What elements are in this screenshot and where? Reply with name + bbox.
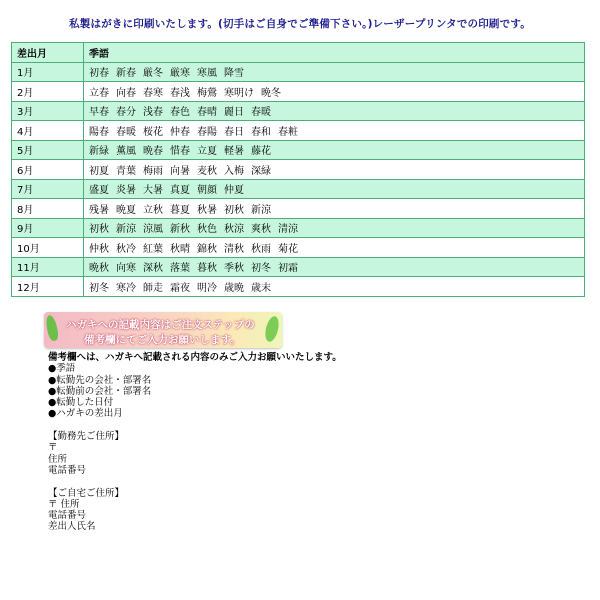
season-word: 清秋 xyxy=(224,243,244,255)
season-word: 春晴 xyxy=(197,107,217,119)
season-word: 向暑 xyxy=(170,165,190,177)
season-word: 初冬 xyxy=(251,263,271,275)
season-word: 陽春 xyxy=(89,126,109,138)
season-word: 残暑 xyxy=(89,204,109,216)
table-row xyxy=(12,257,585,277)
season-word: 歳末 xyxy=(251,282,271,294)
table-row xyxy=(12,101,585,121)
season-word: 秋暑 xyxy=(197,204,217,216)
season-word: 初秋 xyxy=(224,204,244,216)
leaf-icon xyxy=(44,314,59,342)
season-word: 錦秋 xyxy=(197,243,217,255)
season-word: 青葉 xyxy=(116,165,136,177)
season-word: 大暑 xyxy=(143,185,163,197)
season-word: 秋涼 xyxy=(224,224,244,236)
season-word: 秋色 xyxy=(197,224,217,236)
season-word: 春粧 xyxy=(278,126,298,138)
table-row xyxy=(12,179,585,199)
month-cell: 5月 xyxy=(12,140,84,160)
home-phone: 電話番号 xyxy=(48,510,87,522)
table-row xyxy=(12,218,585,238)
bullet-item: ●ハガキの差出月 xyxy=(48,408,123,420)
season-word: 初冬 xyxy=(89,282,109,294)
season-word: 落葉 xyxy=(170,263,190,275)
season-word: 降雪 xyxy=(224,68,244,80)
season-word: 梅鶯 xyxy=(197,87,217,99)
bullet-item: ●転勤先の会社・部署名 xyxy=(48,374,152,386)
table-row xyxy=(12,121,585,141)
season-word: 麦秋 xyxy=(197,165,217,177)
season-word: 晩春 xyxy=(143,146,163,158)
season-word: 新緑 xyxy=(89,146,109,158)
month-cell: 10月 xyxy=(12,238,84,258)
season-word: 季秋 xyxy=(224,263,244,275)
season-word: 初春 xyxy=(89,68,109,80)
season-word: 麗日 xyxy=(224,107,244,119)
instruction-banner xyxy=(44,312,282,348)
remarks-title: 備考欄へは、ハガキへ記載される内容のみご入力お願いいたします。 xyxy=(48,352,342,363)
season-words-table xyxy=(11,42,585,297)
season-word: 向春 xyxy=(116,87,136,99)
season-word: 春浅 xyxy=(170,87,190,99)
season-word: 清涼 xyxy=(278,224,298,236)
leaf-icon xyxy=(263,315,281,343)
season-word: 新秋 xyxy=(170,224,190,236)
season-words-cell xyxy=(84,277,585,297)
month-cell: 9月 xyxy=(12,218,84,238)
season-word: 梅雨 xyxy=(143,165,163,177)
work-postal: 〒 xyxy=(48,442,58,454)
season-words-cell xyxy=(84,238,585,258)
season-word: 師走 xyxy=(143,282,163,294)
season-word: 新涼 xyxy=(251,204,271,216)
season-word: 寒風 xyxy=(197,68,217,80)
season-word: 暮夏 xyxy=(170,204,190,216)
banner-line-1: ハガキへの記載内容はご注文ステップの xyxy=(66,319,255,331)
month-cell: 6月 xyxy=(12,160,84,180)
bullet-item: ●季語 xyxy=(48,363,76,375)
table-row xyxy=(12,277,585,297)
season-word: 晩冬 xyxy=(261,87,281,99)
season-word: 仲春 xyxy=(170,126,190,138)
season-word: 紅葉 xyxy=(143,243,163,255)
season-word: 初霜 xyxy=(278,263,298,275)
season-word: 仲夏 xyxy=(224,185,244,197)
season-word: 立夏 xyxy=(197,146,217,158)
table-body xyxy=(12,62,585,296)
month-cell: 11月 xyxy=(12,257,84,277)
month-cell: 1月 xyxy=(12,62,84,82)
season-word: 春陽 xyxy=(197,126,217,138)
table-row xyxy=(12,82,585,102)
season-word: 春色 xyxy=(170,107,190,119)
season-word: 明冷 xyxy=(197,282,217,294)
season-word: 秋晴 xyxy=(170,243,190,255)
season-word: 朝顔 xyxy=(197,185,217,197)
season-word: 爽秋 xyxy=(251,224,271,236)
header-season-words: 季語 xyxy=(84,43,585,63)
season-words-cell xyxy=(84,121,585,141)
table-header-row xyxy=(12,43,585,63)
season-word: 浅春 xyxy=(143,107,163,119)
banner-line-2: 備考欄にてご入力お願いします。 xyxy=(84,334,241,346)
season-word: 春暖 xyxy=(251,107,271,119)
season-words-cell xyxy=(84,140,585,160)
season-word: 春分 xyxy=(116,107,136,119)
table-row xyxy=(12,160,585,180)
sender-name: 差出人氏名 xyxy=(48,521,96,533)
table-row xyxy=(12,199,585,219)
season-word: 惜春 xyxy=(170,146,190,158)
season-word: 寒明け xyxy=(224,87,254,99)
month-cell: 4月 xyxy=(12,121,84,141)
remarks-info xyxy=(48,352,448,533)
season-word: 春寒 xyxy=(143,87,163,99)
season-word: 向寒 xyxy=(116,263,136,275)
season-words-cell xyxy=(84,62,585,82)
season-word: 新春 xyxy=(116,68,136,80)
season-word: 軽暑 xyxy=(224,146,244,158)
work-address: 住所 xyxy=(48,453,68,465)
season-word: 藤花 xyxy=(251,146,271,158)
season-word: 菊花 xyxy=(278,243,298,255)
home-postal-address: 〒 住所 xyxy=(48,498,80,510)
season-word: 桜花 xyxy=(143,126,163,138)
work-address-header: 【勤務先ご住所】 xyxy=(48,431,125,443)
season-word: 晩秋 xyxy=(89,263,109,275)
season-word: 立秋 xyxy=(143,204,163,216)
season-words-cell xyxy=(84,257,585,277)
season-words-cell xyxy=(84,101,585,121)
season-word: 春暖 xyxy=(116,126,136,138)
season-word: 春日 xyxy=(224,126,244,138)
season-words-cell xyxy=(84,218,585,238)
season-word: 涼風 xyxy=(143,224,163,236)
season-word: 立春 xyxy=(89,87,109,99)
month-cell: 8月 xyxy=(12,199,84,219)
season-word: 初夏 xyxy=(89,165,109,177)
season-word: 早春 xyxy=(89,107,109,119)
season-word: 暮秋 xyxy=(197,263,217,275)
month-cell: 12月 xyxy=(12,277,84,297)
month-cell: 2月 xyxy=(12,82,84,102)
table-row xyxy=(12,238,585,258)
month-cell: 7月 xyxy=(12,179,84,199)
season-word: 霜夜 xyxy=(170,282,190,294)
season-word: 秋雨 xyxy=(251,243,271,255)
bullet-item: ●転勤前の会社・部署名 xyxy=(48,385,152,397)
season-word: 入梅 xyxy=(224,165,244,177)
season-word: 盛夏 xyxy=(89,185,109,197)
season-word: 真夏 xyxy=(170,185,190,197)
season-word: 晩夏 xyxy=(116,204,136,216)
season-word: 炎暑 xyxy=(116,185,136,197)
season-word: 深緑 xyxy=(251,165,271,177)
season-word: 厳冬 xyxy=(143,68,163,80)
season-word: 新涼 xyxy=(116,224,136,236)
season-word: 薫風 xyxy=(116,146,136,158)
home-address-header: 【ご自宅ご住所】 xyxy=(48,487,125,499)
season-word: 春和 xyxy=(251,126,271,138)
season-word: 厳寒 xyxy=(170,68,190,80)
season-word: 寒冷 xyxy=(116,282,136,294)
season-word: 初秋 xyxy=(89,224,109,236)
season-words-cell xyxy=(84,82,585,102)
table-row xyxy=(12,140,585,160)
bullet-item: ●転勤した日付 xyxy=(48,397,114,409)
season-words-cell xyxy=(84,179,585,199)
work-phone: 電話番号 xyxy=(48,464,87,476)
season-word: 歳晩 xyxy=(224,282,244,294)
season-words-cell xyxy=(84,199,585,219)
season-words-cell xyxy=(84,160,585,180)
month-cell: 3月 xyxy=(12,101,84,121)
season-word: 深秋 xyxy=(143,263,163,275)
notice-text: 私製はがきに印刷いたします。(切手はご自身でご準備下さい。)レーザープリンタでの印刷です。 xyxy=(69,18,531,30)
table-row xyxy=(12,62,585,82)
season-word: 秋冷 xyxy=(116,243,136,255)
header-month: 差出月 xyxy=(12,43,84,63)
season-word: 仲秋 xyxy=(89,243,109,255)
